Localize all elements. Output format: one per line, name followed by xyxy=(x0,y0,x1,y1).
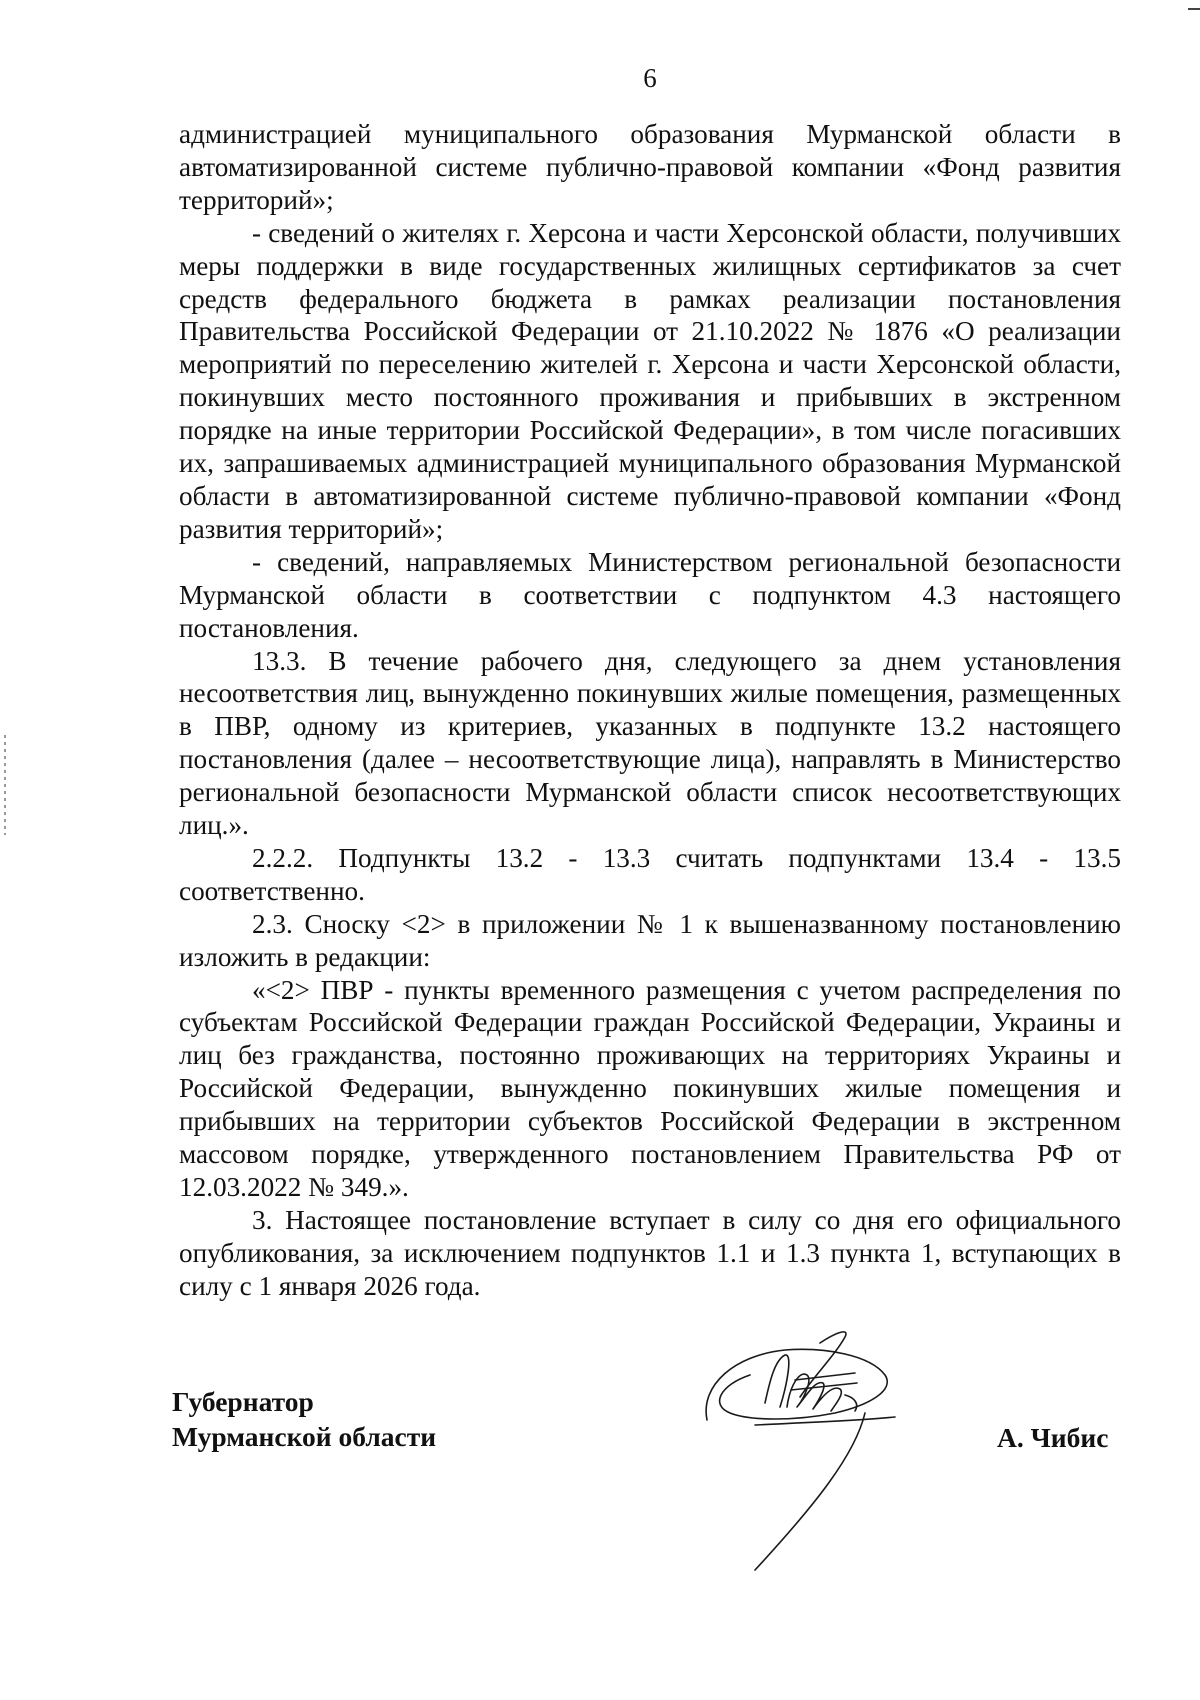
signatory-title: Губернатор xyxy=(172,1386,314,1417)
signatory-region: Мурманской области xyxy=(172,1421,437,1452)
binding-marks xyxy=(4,735,6,835)
signatory-position xyxy=(172,1384,532,1454)
paragraph-2-2-2: 2.2.2. Подпункты 13.2 - 13.3 считать подпунктами 13.4 - 13.5 соответственно. xyxy=(179,842,1121,906)
signatory-name: А. Чибис xyxy=(997,1422,1109,1453)
page-number: 6 xyxy=(643,63,657,93)
paragraph-continuation: администрацией муниципального образования Мурманской области в автоматизированной системе публично-правовой компании «Фонд развития территорий»; xyxy=(179,119,1121,215)
paragraph-3: 3. Настоящее постановление вступает в силу со дня его официального опубликования, за исключением подпунктов 1.1 и 1.3 пункта 1, вступающих в силу с 1 января 2026 года. xyxy=(179,1204,1121,1301)
document-body xyxy=(179,118,1121,1303)
corner-scan-mark xyxy=(1188,8,1200,10)
paragraph-2-3: 2.3. Сноску <2> в приложении № 1 к вышеназванному постановлению изложить в редакции: xyxy=(179,908,1121,972)
paragraph-footnote-2: «<2> ПВР - пункты временного размещения с учетом распределения по субъектам Российской Федерации граждан Российской Федерации, Украины и лиц без гражданства, постоянно проживающих на территориях Украины и Российской Федерации, вынужденно покинувших жилые помещения и прибывших на территории субъектов Российской Федерации в экстренном массовом порядке, утвержденного постановлением Правительства РФ от 12.03.2022 № 349.». xyxy=(179,974,1121,1202)
handwritten-signature-icon xyxy=(695,1325,935,1585)
paragraph-13-3: 13.3. В течение рабочего дня, следующего за днем установления несоответствия лиц, вынужденно покинувших жилые помещения, размещенных в ПВР, одному из критериев, указанных в подпункте 13.2 настоящего постановления (далее – несоответствующие лица), направлять в Министерство региональной безопасности Мурманской области список несоответствующих лиц.». xyxy=(179,645,1121,841)
paragraph-kherson-info: - сведений о жителях г. Херсона и части Херсонской области, получивших меры поддержки в виде государственных жилищных сертификатов за счет средств федерального бюджета в рамках реализации постановления Правительства Российской Федерации от 21.10.2022 № 1876 «О реализации мероприятий по переселению жителей г. Херсона и части Херсонской области, покинувших место постоянного проживания и прибывших в экстренном порядке на иные территории Российской Федерации», в том числе погасивших их, запрашиваемых администрацией муниципального образования Мурманской области в автоматизированной системе публично-правовой компании «Фонд развития территорий»; xyxy=(179,217,1121,544)
paragraph-ministry-info: - сведений, направляемых Министерством региональной безопасности Мурманской области в соответствии с подпунктом 4.3 настоящего постановления. xyxy=(179,546,1121,643)
